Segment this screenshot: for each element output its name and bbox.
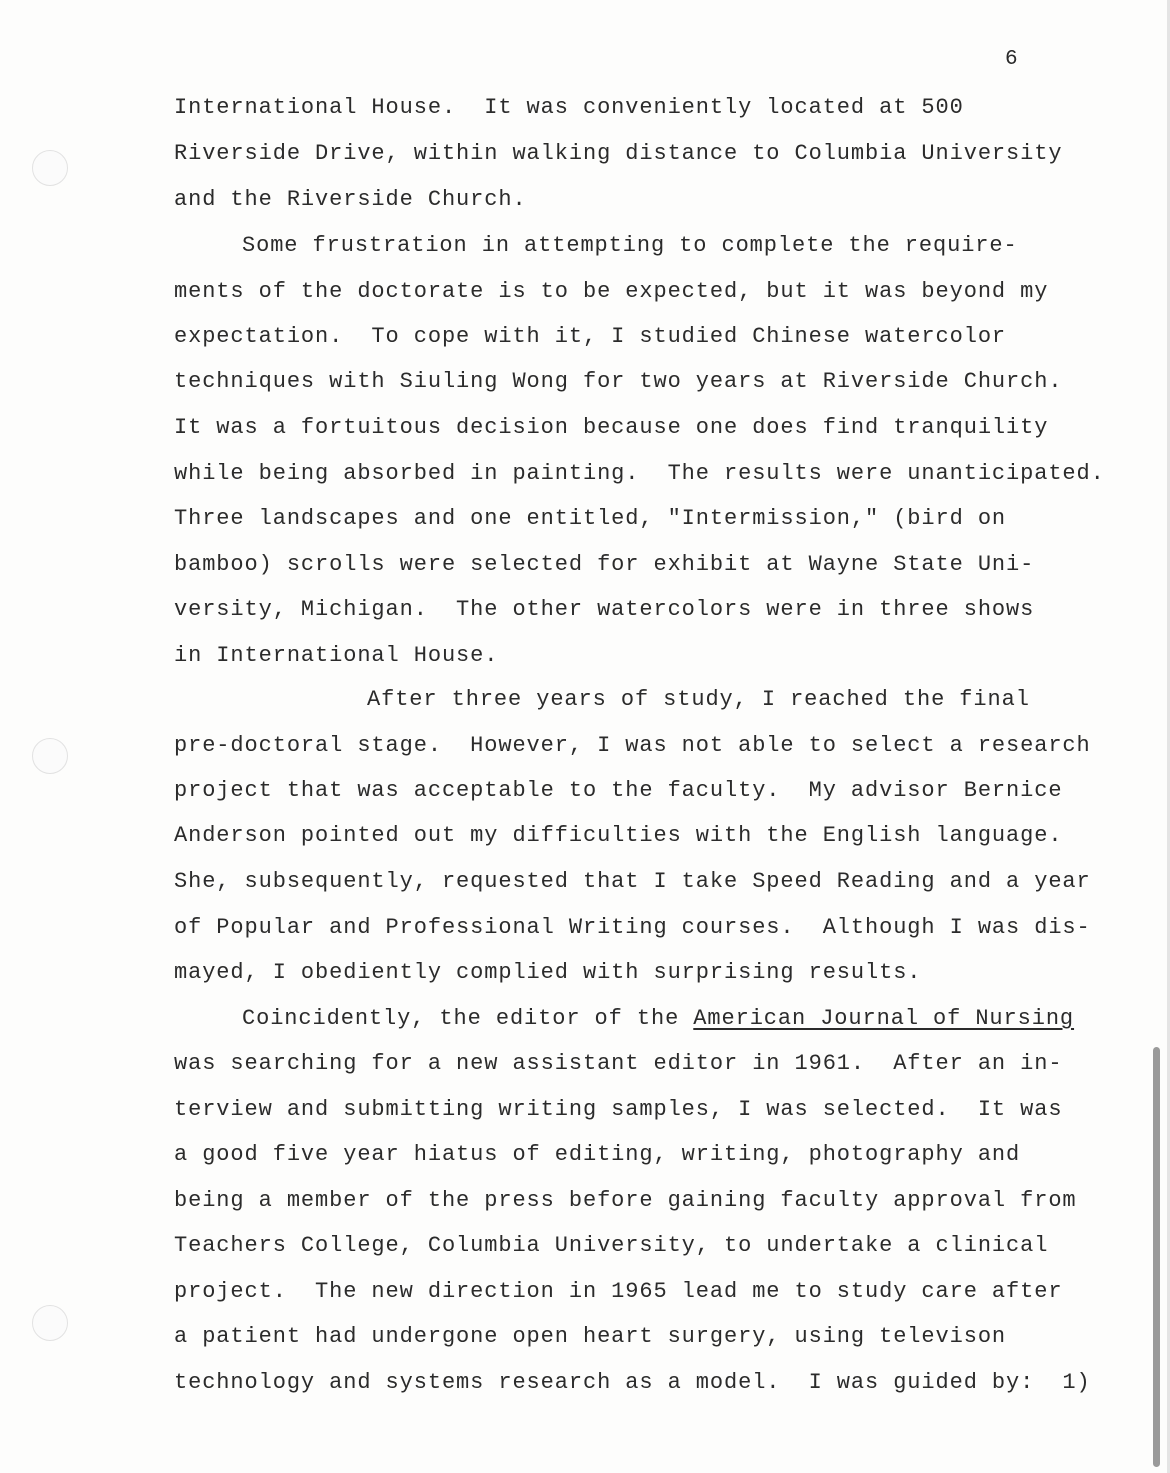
text-line: in International House. — [174, 643, 499, 668]
text-line: was searching for a new assistant editor in 1961. After an in- — [174, 1051, 1063, 1076]
text-line: a good five year hiatus of editing, writing, photography and — [174, 1142, 1021, 1167]
text-line: Teachers College, Columbia University, to undertake a clinical — [174, 1233, 1049, 1258]
text-line: versity, Michigan. The other watercolors were in three shows — [174, 597, 1035, 622]
text-line: After three years of study, I reached the final — [367, 687, 1030, 712]
text-line: It was a fortuitous decision because one does find tranquility — [174, 415, 1049, 440]
text-line: Anderson pointed out my difficulties with the English language. — [174, 823, 1063, 848]
text-line: ments of the doctorate is to be expected, but it was beyond my — [174, 279, 1049, 304]
text-line — [242, 1006, 1074, 1032]
text-line: while being absorbed in painting. The results were unanticipated. — [174, 461, 1105, 486]
journal-title: American Journal of Nursing — [693, 1006, 1075, 1031]
text-line: being a member of the press before gaining faculty approval from — [174, 1188, 1077, 1213]
text-line: bamboo) scrolls were selected for exhibit at Wayne State Uni- — [174, 552, 1035, 577]
text-line: She, subsequently, requested that I take Speed Reading and a year — [174, 869, 1091, 894]
text-line: Riverside Drive, within walking distance to Columbia University — [174, 141, 1063, 166]
text-line: expectation. To cope with it, I studied Chinese watercolor — [174, 324, 1007, 349]
text-line: Three landscapes and one entitled, "Intermission," (bird on — [174, 506, 1007, 531]
text-line: of Popular and Professional Writing courses. Although I was dis- — [174, 915, 1091, 940]
text-line: project that was acceptable to the faculty. My advisor Bernice — [174, 778, 1063, 803]
text-line: terview and submitting writing samples, I was selected. It was — [174, 1097, 1063, 1122]
text-line-start: Coincidently, the editor of the — [242, 1006, 680, 1031]
text-line: project. The new direction in 1965 lead me to study care after — [174, 1279, 1063, 1304]
text-line: Some frustration in attempting to complete the require- — [242, 233, 1018, 258]
text-line: and the Riverside Church. — [174, 187, 527, 212]
text-line: International House. It was conveniently located at 500 — [174, 95, 964, 120]
page-number: 6 — [1005, 48, 1018, 71]
text-line: mayed, I obediently complied with surprising results. — [174, 960, 922, 985]
text-line: pre-doctoral stage. However, I was not able to select a research — [174, 733, 1091, 758]
scrollbar[interactable] — [1153, 1047, 1160, 1467]
text-line: technology and systems research as a model. I was guided by: 1) — [174, 1370, 1091, 1395]
text-line: a patient had undergone open heart surgery, using televison — [174, 1324, 1007, 1349]
text-line: techniques with Siuling Wong for two years at Riverside Church. — [174, 369, 1063, 394]
